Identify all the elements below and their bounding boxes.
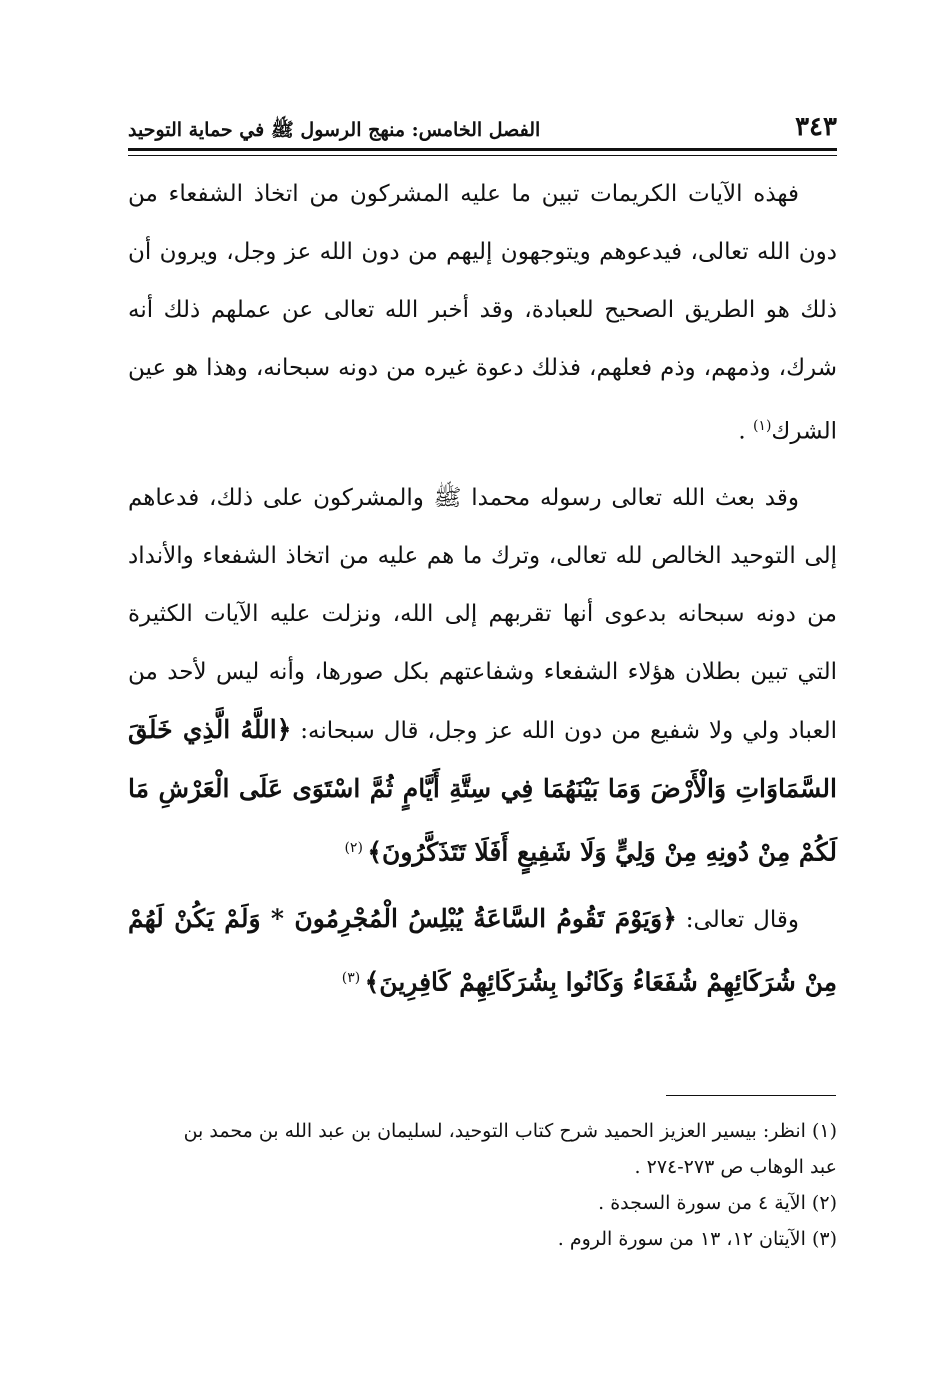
footnote-ref-2: (٢) bbox=[344, 839, 368, 856]
main-text bbox=[128, 165, 837, 1013]
paragraph-2-text: وقد بعث الله تعالى رسوله محمدا ﷺ والمشركون على ذلك، فدعاهم إلى التوحيد الخالص لله تعالى، وترك ما هم عليه من اتخاذ الشفعاء والأنداد من دونه سبحانه بدعوى أنها تقربهم إلى الله، ونزلت عليه الآيات الكثيرة التي تبين بطلان هؤلاء الشفعاء وشفاعتهم بكل صورها، وأنه ليس لأحد من العباد ولي ولا شفيع من دون الله عز وجل، قال سبحانه: bbox=[128, 484, 837, 744]
paragraph-3-text: وقال تعالى: bbox=[676, 907, 799, 934]
paragraph-3 bbox=[128, 890, 837, 1013]
running-title: الفصل الخامس: منهج الرسول ﷺ في حماية التوحيد bbox=[128, 119, 541, 141]
footnotes bbox=[128, 1113, 837, 1257]
page-header bbox=[128, 112, 837, 152]
paragraph-2 bbox=[128, 469, 837, 883]
header-rule-thick bbox=[128, 148, 837, 151]
footnote-1-line-1: (١) انظر: بيسير العزيز الحميد شرح كتاب التوحيد، لسليمان بن عبد الله بن محمد بن bbox=[183, 1120, 837, 1142]
quran-verse-1: ﴿اللَّهُ الَّذِي خَلَقَ السَّمَاوَاتِ وَالْأَرْضَ وَمَا بَيْنَهُمَا فِي سِتَّةِ أَيَّامٍ ثُمَّ اسْتَوَى عَلَى الْعَرْشِ مَا لَكُمْ مِنْ دُونِهِ مِنْ وَلِيٍّ وَلَا شَفِيعٍ أَفَلَا تَتَذَكَّرُونَ﴾ bbox=[128, 714, 837, 867]
footnote-1-line-2: عبد الوهاب ص ٢٧٣-٢٧٤ . bbox=[634, 1156, 837, 1178]
paragraph-1-end: . bbox=[738, 418, 753, 445]
footnote-separator bbox=[666, 1095, 836, 1096]
footnote-ref-1: (١) bbox=[752, 418, 772, 434]
footnote-3: (٣) الآيتان ١٢، ١٣ من سورة الروم . bbox=[557, 1228, 837, 1250]
quran-verse-2: ﴿وَيَوْمَ تَقُومُ السَّاعَةُ يُبْلِسُ الْمُجْرِمُونَ * وَلَمْ يَكُنْ لَهُمْ مِنْ شُرَكَائِهِمْ شُفَعَاءُ وَكَانُوا بِشُرَكَائِهِمْ كَافِرِينَ﴾ bbox=[128, 904, 837, 997]
paragraph-1-text: فهذه الآيات الكريمات تبين ما عليه المشركون من اتخاذ الشفعاء من دون الله تعالى، فيدعوهم ويتوجهون إليهم من دون الله عز وجل، ويرون أن ذلك هو الطريق الصحيح للعبادة، وقد أخبر الله تعالى عن عملهم ذلك أنه شرك، وذمهم، وذم فعلهم، فذلك دعوة غيره من دونه سبحانه، وهذا هو عين الشرك bbox=[128, 181, 837, 445]
page-number: ٣٤٣ bbox=[795, 112, 837, 142]
footnote-ref-3: (٣) bbox=[341, 970, 365, 987]
paragraph-1 bbox=[128, 165, 837, 461]
header-rule-thin bbox=[128, 155, 837, 156]
footnote-2: (٢) الآية ٤ من سورة السجدة . bbox=[598, 1192, 837, 1214]
